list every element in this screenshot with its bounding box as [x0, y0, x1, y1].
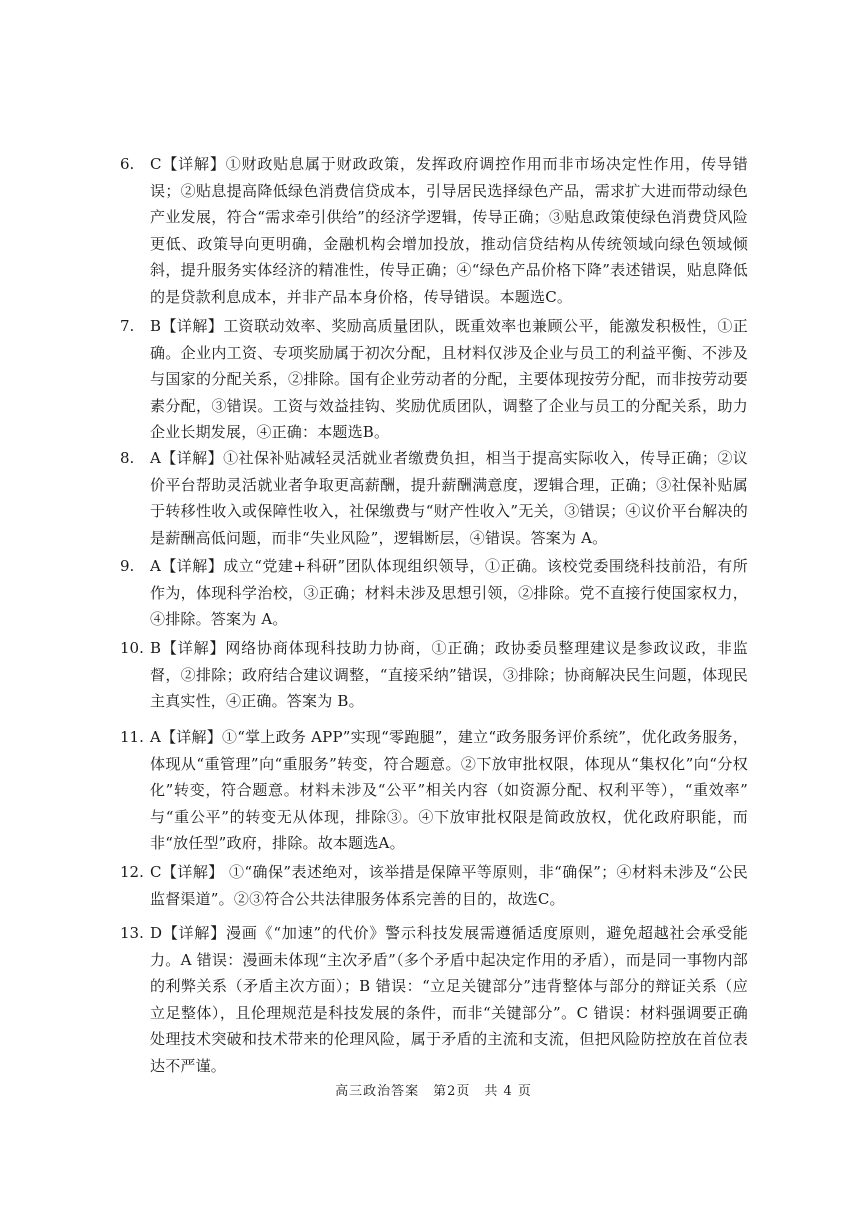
answer-item-11: [120, 724, 748, 857]
answer-item-12: [120, 859, 748, 912]
question-number: 6.: [120, 155, 135, 173]
answer-explanation: A【详解】成立“党建+科研”团队体现组织领导，①正确。该校党委围绕科技前沿，有所作为，体现科学治校，③正确；材料未涉及思想引领，②排除。党不直接行使国家权力，④排除。答案为 A。: [150, 557, 748, 628]
answer-item-9: [120, 553, 748, 633]
answer-explanation: B【详解】工资联动效率、奖励高质量团队，既重效率也兼顾公平，能激发积极性，①正确。企业内工资、专项奖励属于初次分配，且材料仅涉及企业与员工的利益平衡、不涉及与国家的分配关系，②排除。国有企业劳动者的分配，主要体现按劳分配，而非按劳动要素分配，③错误。工资与效益挂钩、奖励优质团队，调整了企业与员工的分配关系，助力企业长期发展，④正确：本题选B。: [150, 317, 748, 441]
answer-item-7: [120, 313, 748, 446]
answer-explanation: D【详解】漫画《“加速”的代价》警示科技发展需遵循适度原则，避免超越社会承受能力。A 错误：漫画未体现“主次矛盾”（多个矛盾中起决定作用的矛盾），而是同一事物内部的利弊关系（矛盾主次方面）；B 错误：“立足关键部分”违背整体与部分的辩证关系（应立足整体），且伦理规范是科技发展的条件，而非“关键部分”。C 错误：材料强调要正确处理技术突破和技术带来的伦理风险，属于矛盾的主流和支流，但把风险防控放在首位表达不严谨。: [150, 924, 748, 1075]
question-number: 8.: [120, 449, 135, 467]
question-number: 10.: [120, 639, 144, 657]
answer-explanation: A【详解】①“掌上政务 APP”实现“零跑腿”，建立“政务服务评价系统”，优化政务服务，体现从“重管理”向“重服务”转变，符合题意。②下放审批权限，体现从“集权化”向“分权化”转变，符合题意。材料未涉及“公平”相关内容（如资源分配、权利平等），“重效率” 与“重公平”的转变无从体现，排除③。④下放审批权限是简政放权，优化政府职能，而非“放任型”政府，排除。故本题选A。: [150, 728, 748, 852]
answer-item-6: [120, 151, 748, 310]
answer-explanation: A【详解】①社保补贴减轻灵活就业者缴费负担，相当于提高实际收入，传导正确；②议价平台帮助灵活就业者争取更高薪酬，提升薪酬满意度，逻辑合理，正确；③社保补贴属于转移性收入或保障性收入，社保缴费与“财产性收入”无关，③错误；④议价平台解决的是薪酬高低问题，而非“失业风险”，逻辑断层，④错误。答案为 A。: [150, 449, 748, 547]
question-number: 9.: [120, 557, 135, 575]
answer-item-10: [120, 635, 748, 715]
answer-item-8: [120, 445, 748, 551]
question-number: 11.: [120, 728, 144, 746]
question-number: 7.: [120, 317, 135, 335]
answer-explanation: C【详解】①财政贴息属于财政政策，发挥政府调控作用而非市场决定性作用，传导错误；②贴息提高降低绿色消费信贷成本，引导居民选择绿色产品，需求扩大进而带动绿色产业发展，符合“需求牵引供给”的经济学逻辑，传导正确；③贴息政策使绿色消费贷风险更低、政策导向更明确，金融机构会增加投放，推动信贷结构从传统领域向绿色领域倾斜，提升服务实体经济的精准性，传导正确；④“绿色产品价格下降”表述错误，贴息降低的是贷款利息成本，并非产品本身价格，传导错误。本题选C。: [150, 155, 748, 306]
answer-item-13: [120, 920, 748, 1079]
answer-explanation: B【详解】网络协商体现科技助力协商，①正确；政协委员整理建议是参政议政，非监督，②排除；政府结合建议调整，“直接采纳”错误，③排除；协商解决民生问题，体现民主真实性，④正确。答案为 B。: [150, 639, 748, 710]
question-number: 12.: [120, 863, 144, 881]
page-footer: 高三政治答案 第2页 共 4 页: [335, 1084, 532, 1099]
answer-explanation: C【详解】 ①“确保”表述绝对，该举措是保障平等原则，非“确保”；④材料未涉及“公民监督渠道”。②③符合公共法律服务体系完善的目的，故选C。: [150, 863, 748, 908]
question-number: 13.: [120, 924, 144, 942]
